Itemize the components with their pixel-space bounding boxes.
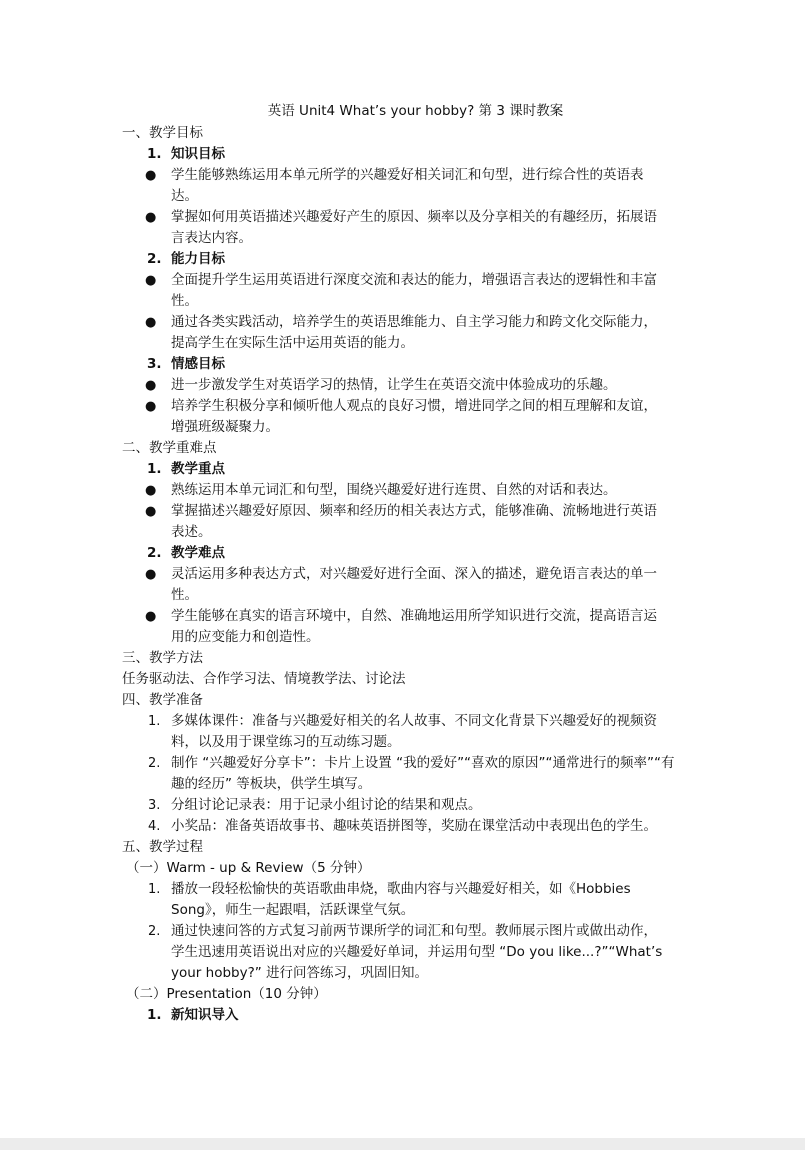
section-heading-methods: 三、教学方法 — [122, 650, 203, 666]
subheading-ability — [122, 249, 687, 270]
list-item-text: 学生能够在真实的语言环境中，自然、准确地运用所学知识进行交流，提高语言运 — [171, 608, 657, 624]
bullet-icon: ● — [145, 483, 157, 498]
list-item — [122, 795, 687, 816]
list-item — [122, 270, 687, 312]
page-bottom-edge — [0, 1138, 805, 1150]
document-body — [122, 101, 687, 1026]
list-number: 3. — [148, 798, 161, 813]
list-item-text: 通过各类实践活动，培养学生的英语思维能力、自主学习能力和跨文化交际能力， — [171, 314, 657, 330]
list-item — [122, 711, 687, 753]
list-item-text: 进一步激发学生对英语学习的热情，让学生在英语交流中体验成功的乐趣。 — [171, 377, 617, 393]
subheading-number: 3. — [147, 356, 162, 372]
list-item — [122, 396, 687, 438]
list-item-text: 增强班级凝聚力。 — [171, 419, 279, 435]
subheading-key-point — [122, 459, 687, 480]
list-item-text: 性。 — [171, 587, 198, 603]
document-title: 英语 Unit4 What’s your hobby? 第 3 课时教案 — [267, 103, 564, 119]
subheading-new-knowledge — [122, 1005, 687, 1026]
bullet-icon: ● — [145, 504, 157, 519]
list-number: 2. — [148, 924, 161, 939]
section-heading-key-points: 二、教学重难点 — [122, 440, 217, 456]
list-item-text: 制作 “兴趣爱好分享卡”：卡片上设置 “我的爱好”“喜欢的原因”“通常进行的频率”“有 — [171, 755, 675, 771]
bullet-icon: ● — [145, 567, 157, 582]
section-heading-process: 五、教学过程 — [122, 839, 203, 855]
list-item-text: 表述。 — [171, 524, 212, 540]
bullet-icon: ● — [145, 168, 157, 183]
subheading-label: 教学难点 — [171, 545, 225, 561]
list-item-text: 料，以及用于课堂练习的互动练习题。 — [171, 734, 401, 750]
list-item — [122, 207, 687, 249]
subheading-number: 2. — [147, 251, 162, 267]
list-number: 1. — [148, 714, 161, 729]
section-heading-objectives: 一、教学目标 — [122, 125, 203, 141]
subheading-label: 能力目标 — [171, 251, 225, 267]
list-item — [122, 606, 687, 648]
list-number: 1. — [148, 882, 161, 897]
subheading-difficulty — [122, 543, 687, 564]
subsection-heading-warmup: （一）Warm - up & Review（5 分钟） — [126, 860, 371, 876]
bullet-icon: ● — [145, 273, 157, 288]
subsection-heading-presentation: （二）Presentation（10 分钟） — [126, 986, 327, 1002]
bullet-icon: ● — [145, 210, 157, 225]
bullet-icon: ● — [145, 399, 157, 414]
subheading-number: 2. — [147, 545, 162, 561]
list-item-text: 掌握如何用英语描述兴趣爱好产生的原因、频率以及分享相关的有趣经历，拓展语 — [171, 209, 657, 225]
subheading-emotion — [122, 354, 687, 375]
list-item-text: your hobby?” 进行问答练习，巩固旧知。 — [171, 965, 429, 981]
list-item-text: 趣的经历” 等板块，供学生填写。 — [171, 776, 372, 792]
list-item-text: 全面提升学生运用英语进行深度交流和表达的能力，增强语言表达的逻辑性和丰富 — [171, 272, 657, 288]
list-item-text: 达。 — [171, 188, 198, 204]
list-item — [122, 312, 687, 354]
list-item-text: 掌握描述兴趣爱好原因、频率和经历的相关表达方式，能够准确、流畅地进行英语 — [171, 503, 657, 519]
list-item — [122, 879, 687, 921]
list-item-text: 分组讨论记录表：用于记录小组讨论的结果和观点。 — [171, 797, 482, 813]
list-item-text: 通过快速问答的方式复习前两节课所学的词汇和句型。教师展示图片或做出动作， — [171, 923, 657, 939]
bullet-icon: ● — [145, 315, 157, 330]
list-item-text: 多媒体课件：准备与兴趣爱好相关的名人故事、不同文化背景下兴趣爱好的视频资 — [171, 713, 657, 729]
list-item — [122, 816, 687, 837]
list-item-text: Song》，师生一起跟唱，活跃课堂气氛。 — [171, 902, 415, 918]
subheading-knowledge — [122, 144, 687, 165]
list-item-text: 性。 — [171, 293, 198, 309]
bullet-icon: ● — [145, 609, 157, 624]
list-number: 2. — [148, 756, 161, 771]
subheading-number: 1. — [147, 146, 162, 162]
list-item-text: 培养学生积极分享和倾听他人观点的良好习惯，增进同学之间的相互理解和友谊， — [171, 398, 657, 414]
section-heading-preparation: 四、教学准备 — [122, 692, 203, 708]
subheading-label: 情感目标 — [171, 356, 225, 372]
list-item — [122, 375, 687, 396]
methods-text: 任务驱动法、合作学习法、情境教学法、讨论法 — [122, 671, 406, 687]
list-item-text: 灵活运用多种表达方式，对兴趣爱好进行全面、深入的描述，避免语言表达的单一 — [171, 566, 657, 582]
subheading-label: 新知识导入 — [171, 1007, 239, 1023]
list-item-text: 言表达内容。 — [171, 230, 252, 246]
bullet-icon: ● — [145, 378, 157, 393]
list-item-text: 熟练运用本单元词汇和句型，围绕兴趣爱好进行连贯、自然的对话和表达。 — [171, 482, 617, 498]
list-number: 4. — [148, 819, 161, 834]
list-item — [122, 753, 687, 795]
subheading-label: 知识目标 — [171, 146, 225, 162]
subheading-label: 教学重点 — [171, 461, 225, 477]
list-item-text: 学生迅速用英语说出对应的兴趣爱好单词，并运用句型 “Do you like...?”“What’s — [171, 944, 663, 960]
list-item — [122, 921, 687, 984]
list-item-text: 播放一段轻松愉快的英语歌曲串烧，歌曲内容与兴趣爱好相关，如《Hobbies — [171, 881, 631, 897]
list-item-text: 用的应变能力和创造性。 — [171, 629, 320, 645]
list-item-text: 小奖品：准备英语故事书、趣味英语拼图等，奖励在课堂活动中表现出色的学生。 — [171, 818, 657, 834]
list-item — [122, 165, 687, 207]
list-item-text: 提高学生在实际生活中运用英语的能力。 — [171, 335, 414, 351]
list-item-text: 学生能够熟练运用本单元所学的兴趣爱好相关词汇和句型，进行综合性的英语表 — [171, 167, 644, 183]
list-item — [122, 480, 687, 501]
subheading-number: 1. — [147, 461, 162, 477]
list-item — [122, 501, 687, 543]
subheading-number: 1. — [147, 1007, 162, 1023]
list-item — [122, 564, 687, 606]
